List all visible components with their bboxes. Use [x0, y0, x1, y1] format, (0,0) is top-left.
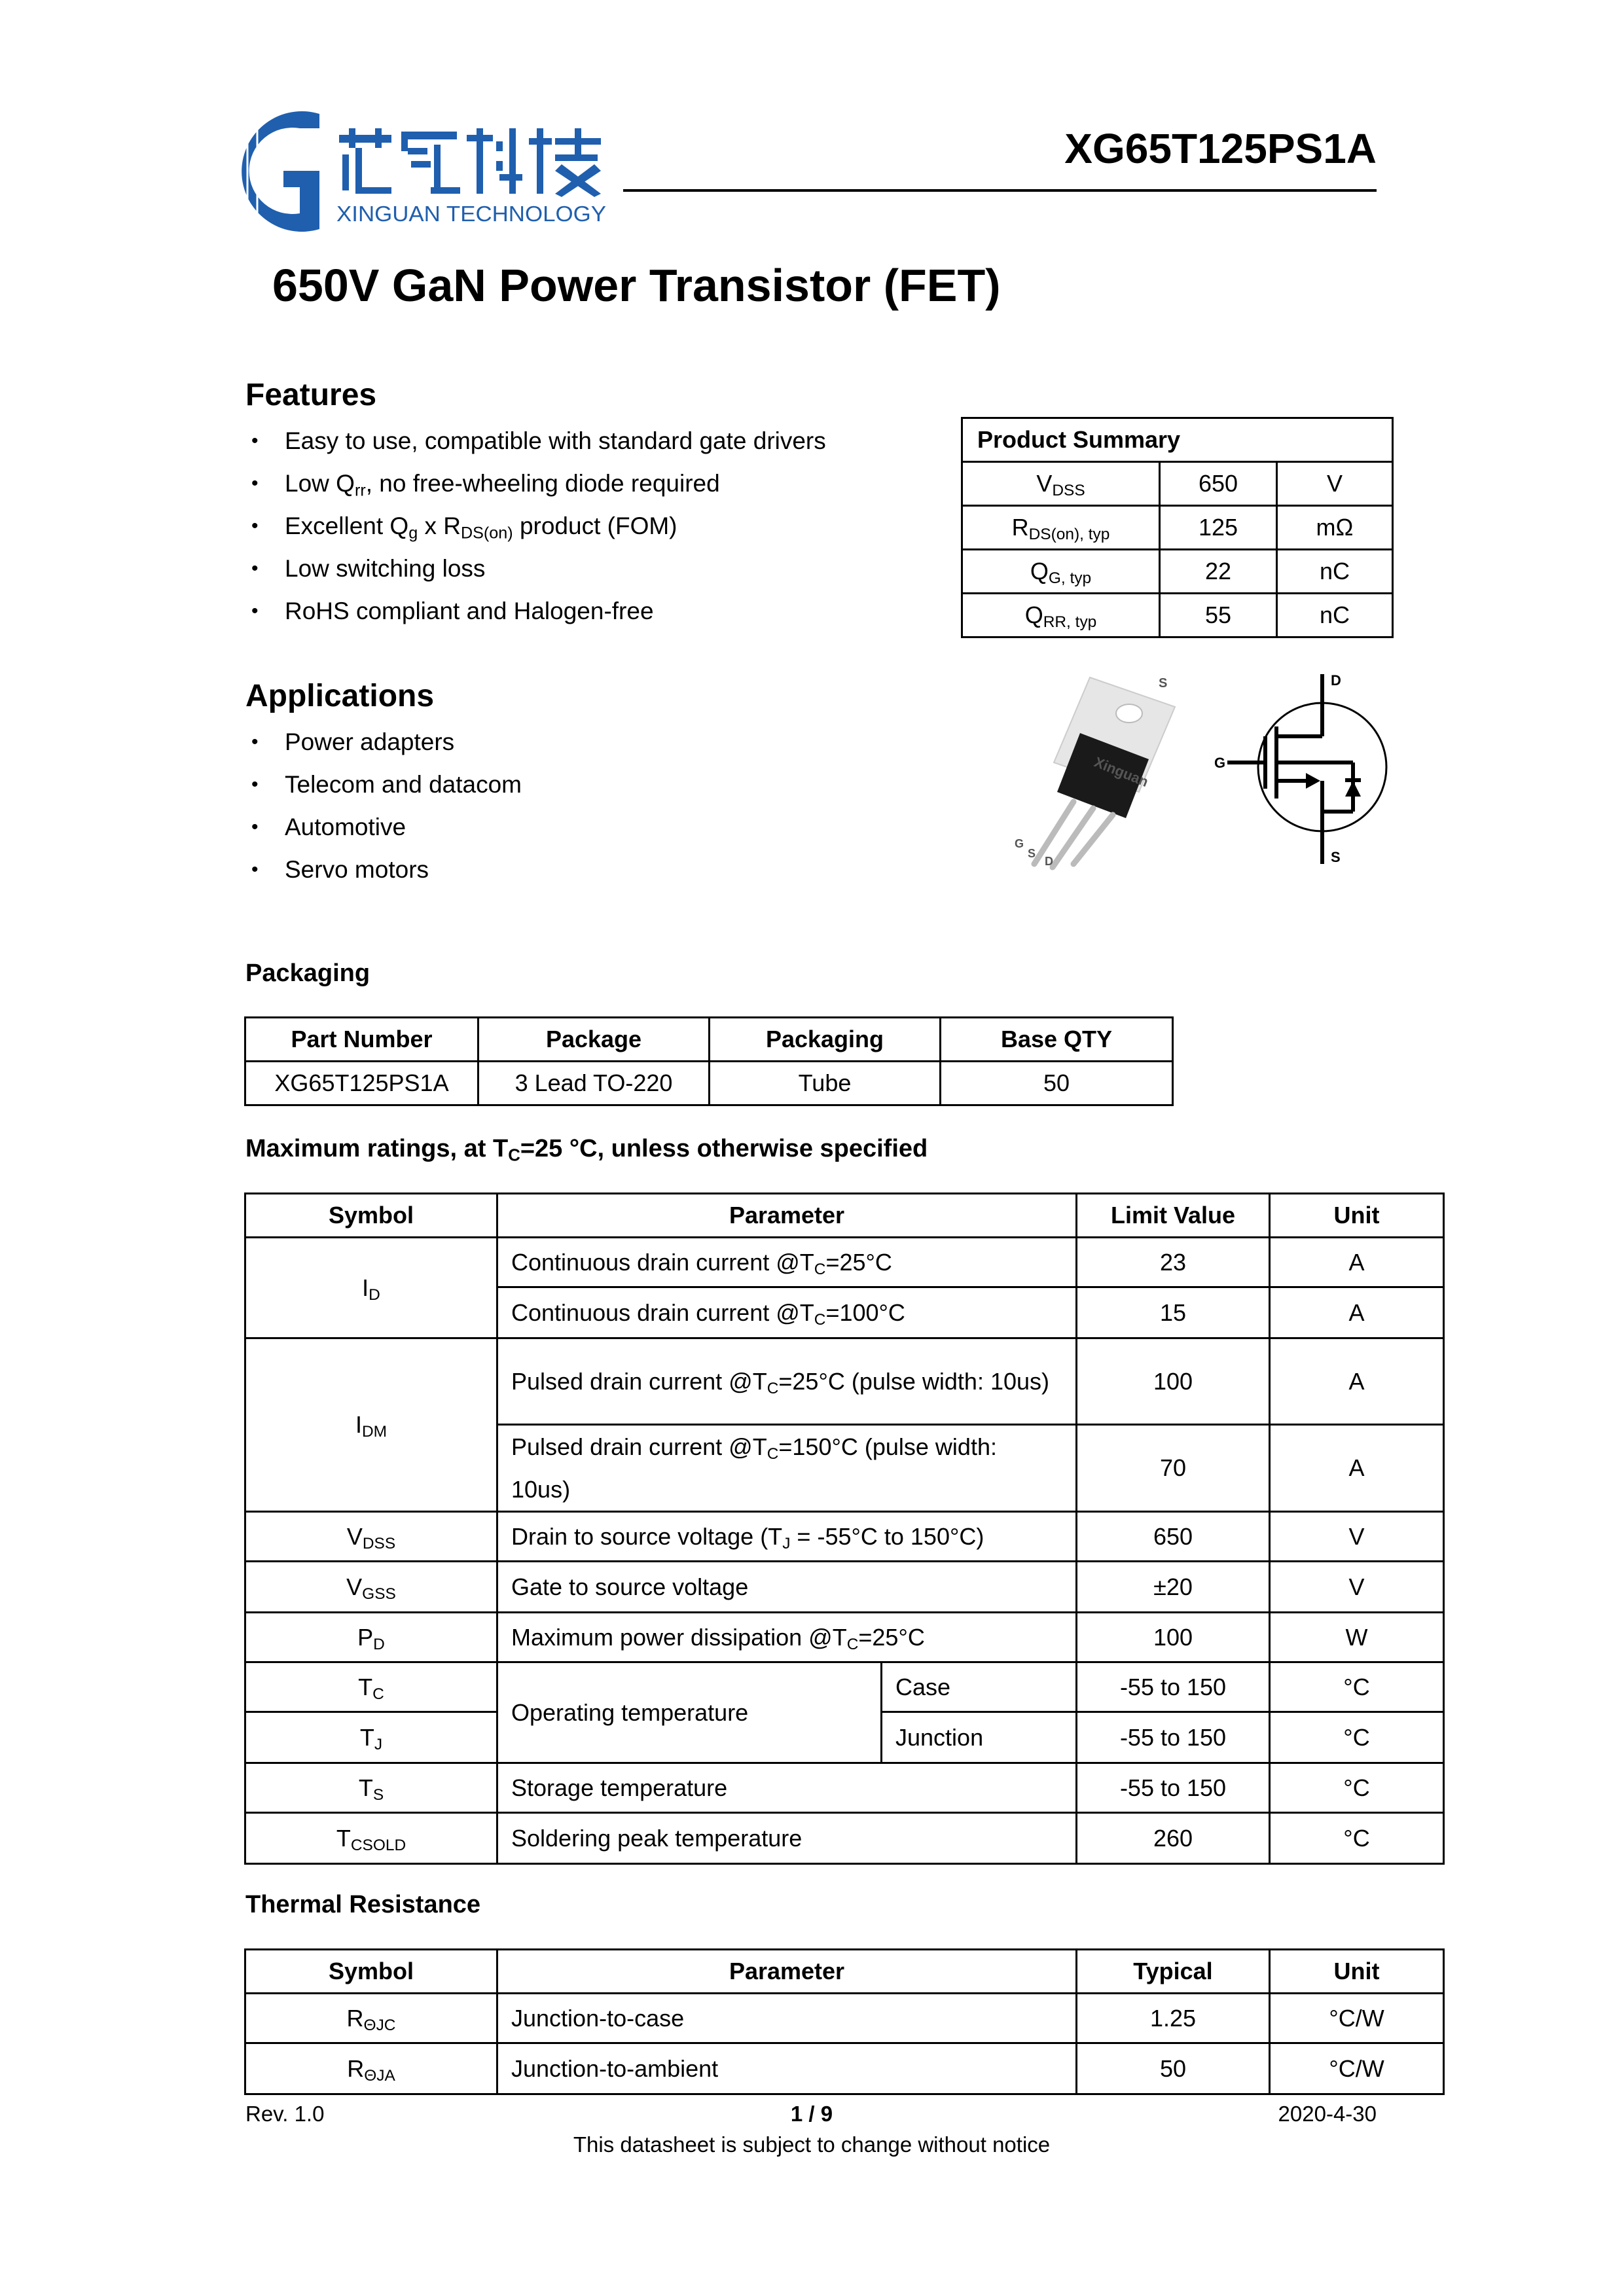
- table-row: $T_{CSOLD}$ Soldering peak temperature 260 °C: [245, 1813, 1444, 1864]
- feature-item: • Excellent $Q_g$ x $R_{DS(on)}$ product (FOM): [246, 505, 826, 547]
- header-rule: [623, 189, 1377, 192]
- max-ratings-table: [244, 1193, 1445, 1865]
- table-row: $V_{DSS}$ Drain to source voltage ($T_J = -55^\circ C$ to 150°C) 650 V: [245, 1512, 1444, 1562]
- feature-item: • RoHS compliant and Halogen-free: [246, 590, 826, 632]
- table-row: XG65T125PS1A 3 Lead TO-220 Tube 50: [245, 1062, 1173, 1105]
- col-header: Unit: [1270, 1194, 1444, 1238]
- feature-item: • Easy to use, compatible with standard gate drivers: [246, 420, 826, 462]
- source-label: S: [1331, 849, 1341, 864]
- to220-package-image: [1001, 668, 1185, 870]
- col-header: Base QTY: [941, 1018, 1173, 1062]
- application-item: • Power adapters: [246, 721, 522, 763]
- packaging-heading: Packaging: [245, 960, 370, 987]
- svg-text:G: G: [1015, 837, 1024, 850]
- thermal-table: [244, 1948, 1445, 2095]
- col-header: Parameter: [497, 1194, 1077, 1238]
- applications-heading: Applications: [245, 679, 435, 713]
- summary-row: $Q_{RR, typ}$ 55 nC: [962, 594, 1393, 637]
- table-row: Continuous drain current $@T_C=100^\circ C$ 15 A: [245, 1287, 1444, 1338]
- table-row: $I_D$ Continuous drain current $@T_C=25^\circ C$ 23 A: [245, 1238, 1444, 1287]
- table-row: $I_{DM}$ Pulsed drain current $@T_C=25^\circ C$ (pulse width: 10us) 100 A: [245, 1338, 1444, 1425]
- feature-item: • Low switching loss: [246, 547, 826, 590]
- max-ratings-heading: Maximum ratings, at $T_C=25$ °C, unless otherwise specified: [245, 1135, 928, 1165]
- table-row: $V_{GSS}$ Gate to source voltage ±20 V: [245, 1562, 1444, 1613]
- table-row: $P_D$ Maximum power dissipation $@T_C=25^\circ C$ 100 W: [245, 1613, 1444, 1662]
- col-header: Typical: [1077, 1950, 1270, 1994]
- drain-label: D: [1331, 672, 1341, 689]
- features-list: [246, 420, 826, 632]
- page-title: 650V GaN Power Transistor (FET): [272, 260, 1001, 311]
- col-header: Symbol: [245, 1950, 497, 1994]
- footer-revision: Rev. 1.0: [245, 2102, 325, 2126]
- svg-text:D: D: [1045, 855, 1053, 868]
- table-row: $R_{\Theta JC}$ Junction-to-case 1.25 °C/W: [245, 1994, 1444, 2043]
- col-header: Packaging: [710, 1018, 941, 1062]
- summary-row: $Q_{G, typ}$ 22 nC: [962, 550, 1393, 594]
- summary-row: $V_{DSS}$ 650 V: [962, 462, 1393, 506]
- feature-item: • Low $Q_{rr}$, no free-wheeling diode required: [246, 462, 826, 505]
- col-header: Symbol: [245, 1194, 497, 1238]
- logo-english-text: XINGUAN TECHNOLOGY: [336, 202, 606, 226]
- col-header: Unit: [1270, 1950, 1444, 1994]
- transistor-symbol: [1214, 671, 1394, 864]
- table-row: $T_S$ Storage temperature -55 to 150 °C: [245, 1763, 1444, 1813]
- gate-label: G: [1214, 755, 1226, 771]
- col-header: Package: [478, 1018, 710, 1062]
- footer-date: 2020-4-30: [1278, 2102, 1377, 2126]
- application-item: • Telecom and datacom: [246, 763, 522, 806]
- col-header: Limit Value: [1077, 1194, 1270, 1238]
- footer-notice: This datasheet is subject to change without notice: [573, 2132, 1051, 2157]
- applications-list: [246, 721, 522, 891]
- col-header: Parameter: [497, 1950, 1077, 1994]
- footer-page-number: 1 / 9: [790, 2102, 833, 2126]
- svg-text:S: S: [1028, 847, 1036, 860]
- product-summary-table: [961, 417, 1394, 638]
- features-heading: Features: [245, 378, 377, 412]
- table-row: $R_{\Theta JA}$ Junction-to-ambient 50 °C/W: [245, 2043, 1444, 2094]
- table-row: $T_J$ Junction -55 to 150 °C: [245, 1712, 1444, 1763]
- part-number-title: XG65T125PS1A: [1064, 125, 1377, 172]
- application-item: • Servo motors: [246, 848, 522, 891]
- thermal-heading: Thermal Resistance: [245, 1891, 481, 1918]
- application-item: • Automotive: [246, 806, 522, 848]
- col-header: Part Number: [245, 1018, 478, 1062]
- product-summary-title: Product Summary: [962, 418, 1393, 462]
- svg-text:S: S: [1159, 676, 1168, 691]
- table-row: Pulsed drain current $@T_C=150^\circ C$ (pulse width: 10us) 70 A: [245, 1425, 1444, 1512]
- summary-row: $R_{DS(on), typ}$ 125 mΩ: [962, 506, 1393, 550]
- table-row: $T_C$ Operating temperature Case -55 to 150 °C: [245, 1662, 1444, 1712]
- company-logo: [208, 109, 614, 236]
- svg-text:Xinguan: Xinguan: [1092, 753, 1151, 791]
- packaging-table: [244, 1016, 1174, 1106]
